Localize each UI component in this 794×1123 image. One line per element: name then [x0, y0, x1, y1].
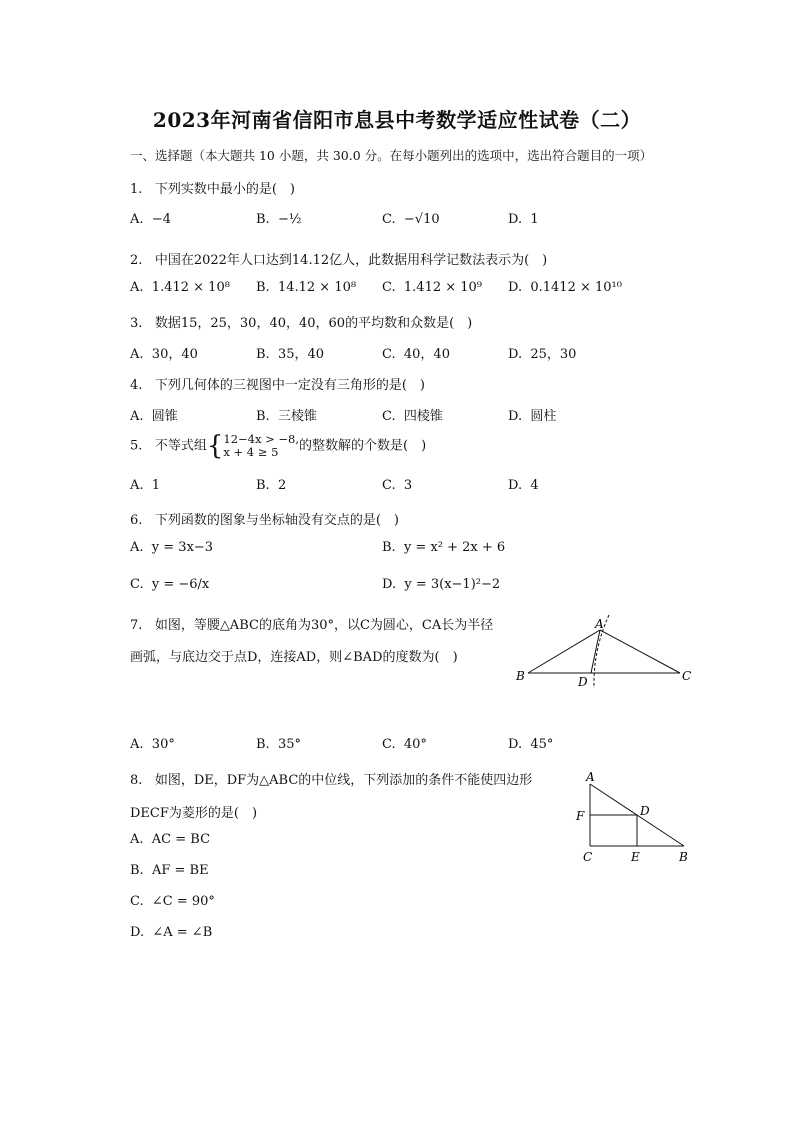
- question-number: 2.: [130, 253, 143, 268]
- label-d: D: [578, 675, 588, 689]
- side-ac: [600, 630, 680, 673]
- question-number: 5.: [130, 438, 143, 454]
- option-c: C. −√10: [382, 212, 440, 227]
- option-b: B. 14.12 × 10⁸: [256, 280, 357, 295]
- option-d: D. 圆柱: [508, 409, 557, 424]
- option-c: C. 四棱锥: [382, 409, 443, 424]
- inequality-system: {12−4x > −8, x + 4 ≥ 5: [206, 431, 300, 461]
- label-b: B: [679, 850, 688, 864]
- option-a: A. 1: [130, 478, 161, 493]
- question-number: 3.: [130, 316, 143, 331]
- option-b: B. 2: [256, 478, 287, 493]
- question-7: [130, 614, 493, 633]
- question-stem: 下列几何体的三视图中一定没有三角形的是( ): [154, 378, 425, 393]
- option-c: C. 40°: [382, 737, 427, 752]
- question-number: 4.: [130, 378, 143, 393]
- option-d: D. 45°: [508, 737, 554, 752]
- question-2: [130, 249, 547, 268]
- question-stem: 下列函数的图象与坐标轴没有交点的是( ): [154, 513, 399, 528]
- label-c: C: [682, 669, 692, 683]
- option-b: B. 35°: [256, 737, 301, 752]
- side-ab: [528, 630, 600, 673]
- option-a: A. −4: [130, 212, 171, 227]
- question-8-stem-cont: DECF为菱形的是( ): [130, 806, 258, 821]
- option-c: C. y = −6/x: [130, 577, 210, 592]
- option-d: D. 4: [508, 478, 539, 493]
- question-number: 7.: [130, 618, 143, 633]
- exam-title: 2023年河南省信阳市息县中考数学适应性试卷（二）: [152, 108, 642, 132]
- label-c: C: [583, 850, 593, 864]
- option-c: C. 40，40: [382, 347, 450, 362]
- option-d: D. 25，30: [508, 347, 577, 362]
- option-d: D. 0.1412 × 10¹⁰: [508, 280, 622, 295]
- question-4: [130, 374, 425, 393]
- inequality-line-2: x + 4 ≥ 5: [223, 445, 279, 459]
- option-d: D. y = 3(x−1)²−2: [382, 577, 501, 592]
- question-stem: 如图，DE，DF为△ABC的中位线，下列添加的条件不能使四边形: [154, 773, 533, 788]
- question-6: [130, 509, 399, 528]
- option-b: B. AF = BE: [130, 863, 209, 878]
- label-b: B: [516, 669, 525, 683]
- question-stem-pre: 不等式组: [154, 438, 207, 454]
- option-b: B. 三棱锥: [256, 409, 317, 424]
- section-heading: 一、选择题（本大题共 10 小题，共 30.0 分。在每小题列出的选项中，选出符合题目的一项）: [130, 148, 653, 163]
- question-stem: 下列实数中最小的是( ): [154, 182, 295, 197]
- question-1: [130, 178, 295, 197]
- option-b: B. y = x² + 2x + 6: [382, 540, 506, 555]
- option-b: B. 35，40: [256, 347, 325, 362]
- option-d: D. 1: [508, 212, 539, 227]
- triangle-abc-midline-figure: [570, 768, 700, 868]
- triangle-abc-figure: [510, 610, 700, 694]
- label-f: F: [576, 809, 585, 823]
- question-3: [130, 312, 472, 331]
- label-a: A: [586, 770, 595, 784]
- question-stem: 如图，等腰△ABC的底角为30°，以C为圆心，CA长为半径: [154, 618, 494, 633]
- option-c: C. 1.412 × 10⁹: [382, 280, 483, 295]
- option-a: A. 30°: [130, 737, 175, 752]
- option-a: A. 圆锥: [130, 409, 178, 424]
- question-8: [130, 769, 532, 788]
- label-e: E: [631, 850, 640, 864]
- option-d: D. ∠A = ∠B: [130, 925, 213, 940]
- option-a: A. y = 3x−3: [130, 540, 214, 555]
- question-number: 8.: [130, 773, 143, 788]
- question-number: 6.: [130, 513, 143, 528]
- question-stem-post: 的整数解的个数是( ): [299, 438, 427, 454]
- question-stem: 中国在2022年人口达到14.12亿人，此数据用科学记数法表示为( ): [154, 253, 548, 268]
- segment-ad: [591, 630, 600, 673]
- question-number: 1.: [130, 182, 143, 197]
- option-b: B. −½: [256, 212, 302, 227]
- option-c: C. 3: [382, 478, 413, 493]
- option-a: A. 30，40: [130, 347, 198, 362]
- question-5: [130, 433, 426, 459]
- label-d: D: [640, 804, 650, 818]
- option-a: A. AC = BC: [130, 832, 211, 847]
- label-a: A: [595, 617, 604, 631]
- question-stem: 数据15，25，30，40，40，60的平均数和众数是( ): [154, 316, 473, 331]
- option-c: C. ∠C = 90°: [130, 894, 215, 909]
- question-7-stem-cont: 画弧，与底边交于点D，连接AD，则∠BAD的度数为( ): [130, 650, 458, 665]
- inequality-line-1: 12−4x > −8: [223, 432, 296, 446]
- option-a: A. 1.412 × 10⁸: [130, 280, 230, 295]
